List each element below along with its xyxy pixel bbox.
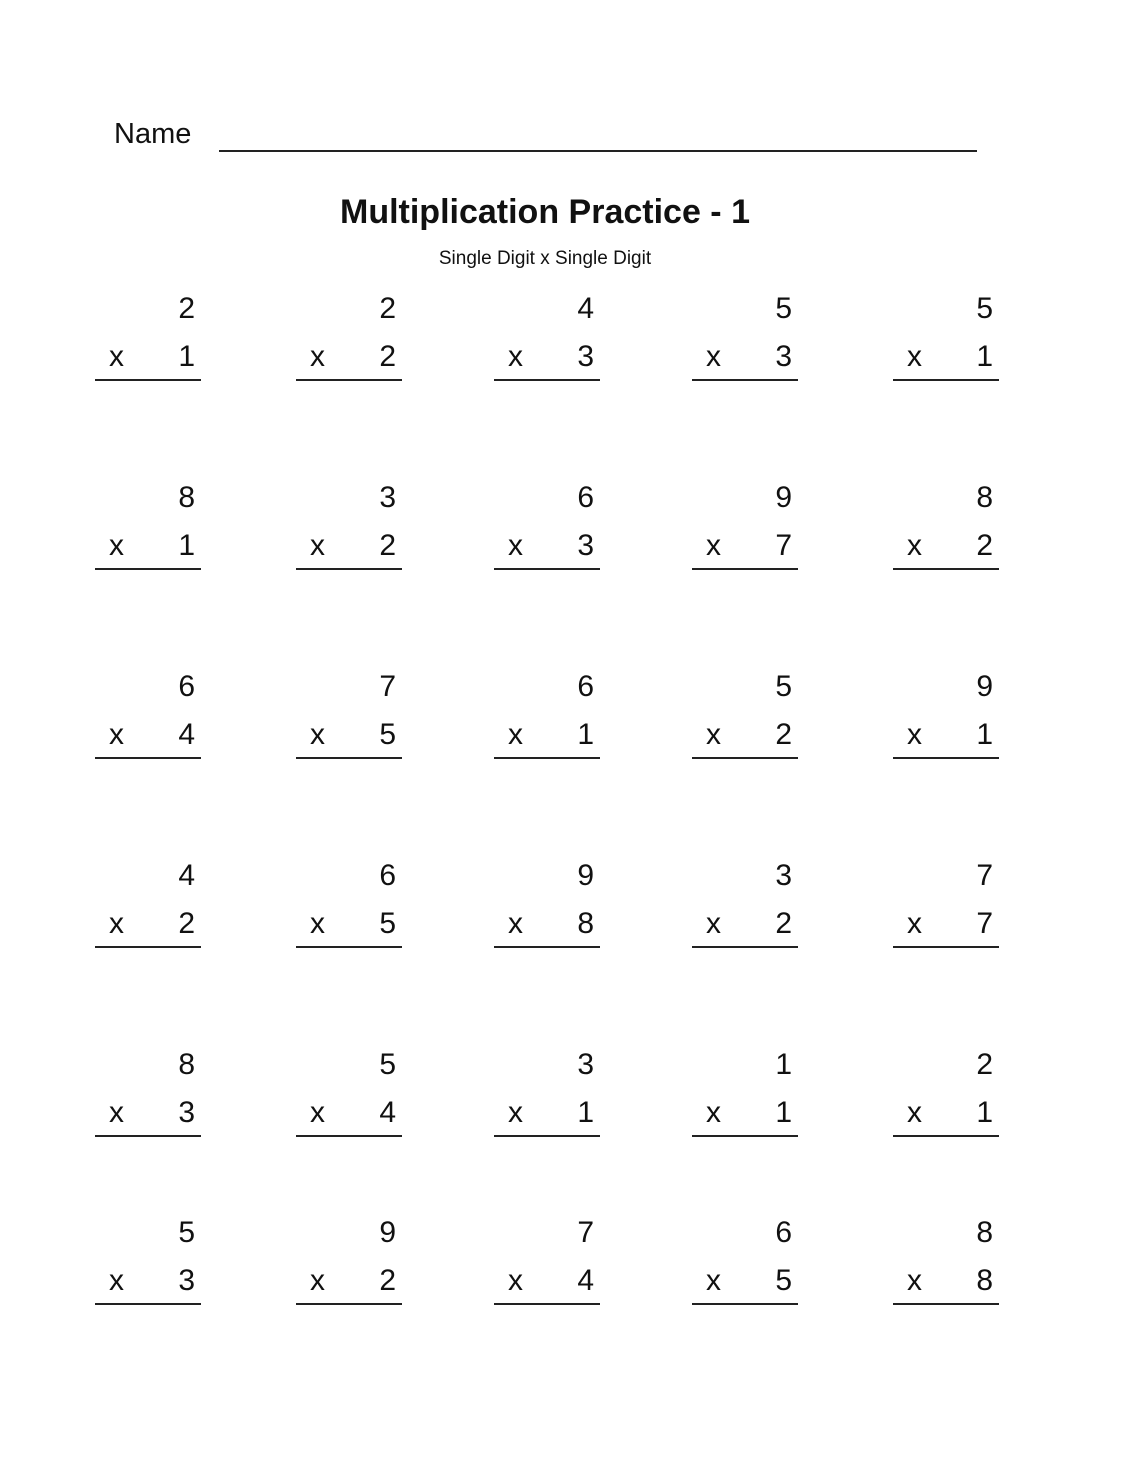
answer-line[interactable] (296, 757, 402, 759)
multiply-operator: x (907, 340, 922, 373)
multiply-operator: x (706, 340, 721, 373)
problem-item (893, 1215, 999, 1311)
answer-line[interactable] (296, 1135, 402, 1137)
problem-item (95, 480, 201, 576)
top-number: 4 (178, 859, 195, 892)
answer-line[interactable] (893, 379, 999, 381)
problem-item (494, 1215, 600, 1311)
name-label: Name (114, 118, 192, 150)
top-number: 4 (577, 292, 594, 325)
bottom-number: 1 (775, 1096, 792, 1129)
answer-line[interactable] (95, 1303, 201, 1305)
top-number: 1 (775, 1048, 792, 1081)
problem-item (296, 1215, 402, 1311)
multiply-operator: x (508, 907, 523, 940)
top-number: 8 (178, 1048, 195, 1081)
bottom-number: 1 (178, 529, 195, 562)
multiply-operator: x (109, 529, 124, 562)
multiply-operator: x (310, 340, 325, 373)
multiply-operator: x (109, 340, 124, 373)
problem-item (95, 1047, 201, 1143)
multiply-operator: x (706, 1096, 721, 1129)
top-number: 7 (379, 670, 396, 703)
multiply-operator: x (706, 1264, 721, 1297)
answer-line[interactable] (494, 946, 600, 948)
answer-line[interactable] (494, 379, 600, 381)
answer-line[interactable] (692, 1303, 798, 1305)
bottom-number: 1 (178, 340, 195, 373)
multiply-operator: x (508, 529, 523, 562)
top-number: 5 (379, 1048, 396, 1081)
top-number: 3 (379, 481, 396, 514)
top-number: 8 (976, 1216, 993, 1249)
bottom-number: 5 (379, 907, 396, 940)
top-number: 5 (178, 1216, 195, 1249)
answer-line[interactable] (95, 568, 201, 570)
multiply-operator: x (508, 1096, 523, 1129)
answer-line[interactable] (893, 1303, 999, 1305)
bottom-number: 4 (379, 1096, 396, 1129)
multiply-operator: x (310, 1264, 325, 1297)
answer-line[interactable] (95, 946, 201, 948)
bottom-number: 1 (976, 718, 993, 751)
top-number: 9 (775, 481, 792, 514)
top-number: 9 (379, 1216, 396, 1249)
top-number: 3 (577, 1048, 594, 1081)
bottom-number: 2 (379, 340, 396, 373)
problem-item (95, 1215, 201, 1311)
top-number: 8 (178, 481, 195, 514)
page-subtitle: Single Digit x Single Digit (438, 248, 652, 269)
multiply-operator: x (706, 718, 721, 751)
answer-line[interactable] (494, 568, 600, 570)
top-number: 6 (577, 481, 594, 514)
answer-line[interactable] (296, 1303, 402, 1305)
multiply-operator: x (907, 718, 922, 751)
bottom-number: 2 (775, 907, 792, 940)
bottom-number: 4 (577, 1264, 594, 1297)
bottom-number: 2 (379, 529, 396, 562)
answer-line[interactable] (494, 1135, 600, 1137)
bottom-number: 1 (577, 1096, 594, 1129)
top-number: 9 (976, 670, 993, 703)
problem-item (893, 858, 999, 954)
multiply-operator: x (907, 529, 922, 562)
answer-line[interactable] (692, 1135, 798, 1137)
multiply-operator: x (907, 1264, 922, 1297)
answer-line[interactable] (95, 1135, 201, 1137)
multiply-operator: x (907, 1096, 922, 1129)
problem-item (692, 858, 798, 954)
multiply-operator: x (310, 1096, 325, 1129)
top-number: 5 (976, 292, 993, 325)
problem-item (296, 291, 402, 387)
answer-line[interactable] (893, 568, 999, 570)
problem-item (893, 291, 999, 387)
problem-item (692, 1047, 798, 1143)
multiply-operator: x (310, 907, 325, 940)
bottom-number: 2 (775, 718, 792, 751)
name-row (114, 112, 984, 162)
answer-line[interactable] (893, 757, 999, 759)
top-number: 9 (577, 859, 594, 892)
multiply-operator: x (109, 1096, 124, 1129)
answer-line[interactable] (692, 946, 798, 948)
bottom-number: 7 (775, 529, 792, 562)
answer-line[interactable] (296, 946, 402, 948)
answer-line[interactable] (692, 379, 798, 381)
bottom-number: 2 (178, 907, 195, 940)
bottom-number: 3 (178, 1096, 195, 1129)
problem-item (95, 669, 201, 765)
answer-line[interactable] (692, 568, 798, 570)
multiply-operator: x (706, 529, 721, 562)
bottom-number: 2 (976, 529, 993, 562)
answer-line[interactable] (893, 946, 999, 948)
top-number: 7 (577, 1216, 594, 1249)
problem-item (893, 480, 999, 576)
multiply-operator: x (310, 718, 325, 751)
bottom-number: 3 (775, 340, 792, 373)
answer-line[interactable] (95, 757, 201, 759)
answer-line[interactable] (692, 757, 798, 759)
bottom-number: 5 (379, 718, 396, 751)
problem-item (893, 669, 999, 765)
problem-item (95, 291, 201, 387)
multiply-operator: x (109, 1264, 124, 1297)
answer-line[interactable] (494, 757, 600, 759)
problem-item (692, 1215, 798, 1311)
problem-item (692, 480, 798, 576)
bottom-number: 1 (976, 340, 993, 373)
problem-item (494, 669, 600, 765)
answer-line[interactable] (296, 379, 402, 381)
problem-item (893, 1047, 999, 1143)
name-field-line[interactable] (219, 150, 977, 152)
top-number: 5 (775, 670, 792, 703)
multiply-operator: x (508, 1264, 523, 1297)
page-title: Multiplication Practice - 1 (340, 193, 750, 231)
problem-item (95, 858, 201, 954)
top-number: 2 (976, 1048, 993, 1081)
problem-item (296, 1047, 402, 1143)
problem-item (296, 858, 402, 954)
top-number: 6 (775, 1216, 792, 1249)
top-number: 6 (379, 859, 396, 892)
multiply-operator: x (706, 907, 721, 940)
multiply-operator: x (508, 718, 523, 751)
multiply-operator: x (109, 718, 124, 751)
problem-item (494, 858, 600, 954)
bottom-number: 3 (178, 1264, 195, 1297)
bottom-number: 1 (577, 718, 594, 751)
answer-line[interactable] (95, 379, 201, 381)
multiply-operator: x (109, 907, 124, 940)
answer-line[interactable] (296, 568, 402, 570)
problem-item (296, 480, 402, 576)
bottom-number: 3 (577, 529, 594, 562)
problem-item (494, 291, 600, 387)
top-number: 2 (379, 292, 396, 325)
top-number: 7 (976, 859, 993, 892)
bottom-number: 1 (976, 1096, 993, 1129)
bottom-number: 7 (976, 907, 993, 940)
answer-line[interactable] (893, 1135, 999, 1137)
top-number: 2 (178, 292, 195, 325)
multiply-operator: x (907, 907, 922, 940)
problem-item (692, 669, 798, 765)
answer-line[interactable] (494, 1303, 600, 1305)
top-number: 6 (178, 670, 195, 703)
bottom-number: 2 (379, 1264, 396, 1297)
top-number: 5 (775, 292, 792, 325)
bottom-number: 5 (775, 1264, 792, 1297)
problem-item (296, 669, 402, 765)
multiply-operator: x (508, 340, 523, 373)
bottom-number: 8 (577, 907, 594, 940)
top-number: 3 (775, 859, 792, 892)
bottom-number: 8 (976, 1264, 993, 1297)
top-number: 6 (577, 670, 594, 703)
problem-item (692, 291, 798, 387)
bottom-number: 4 (178, 718, 195, 751)
problem-item (494, 1047, 600, 1143)
problem-item (494, 480, 600, 576)
bottom-number: 3 (577, 340, 594, 373)
top-number: 8 (976, 481, 993, 514)
multiply-operator: x (310, 529, 325, 562)
